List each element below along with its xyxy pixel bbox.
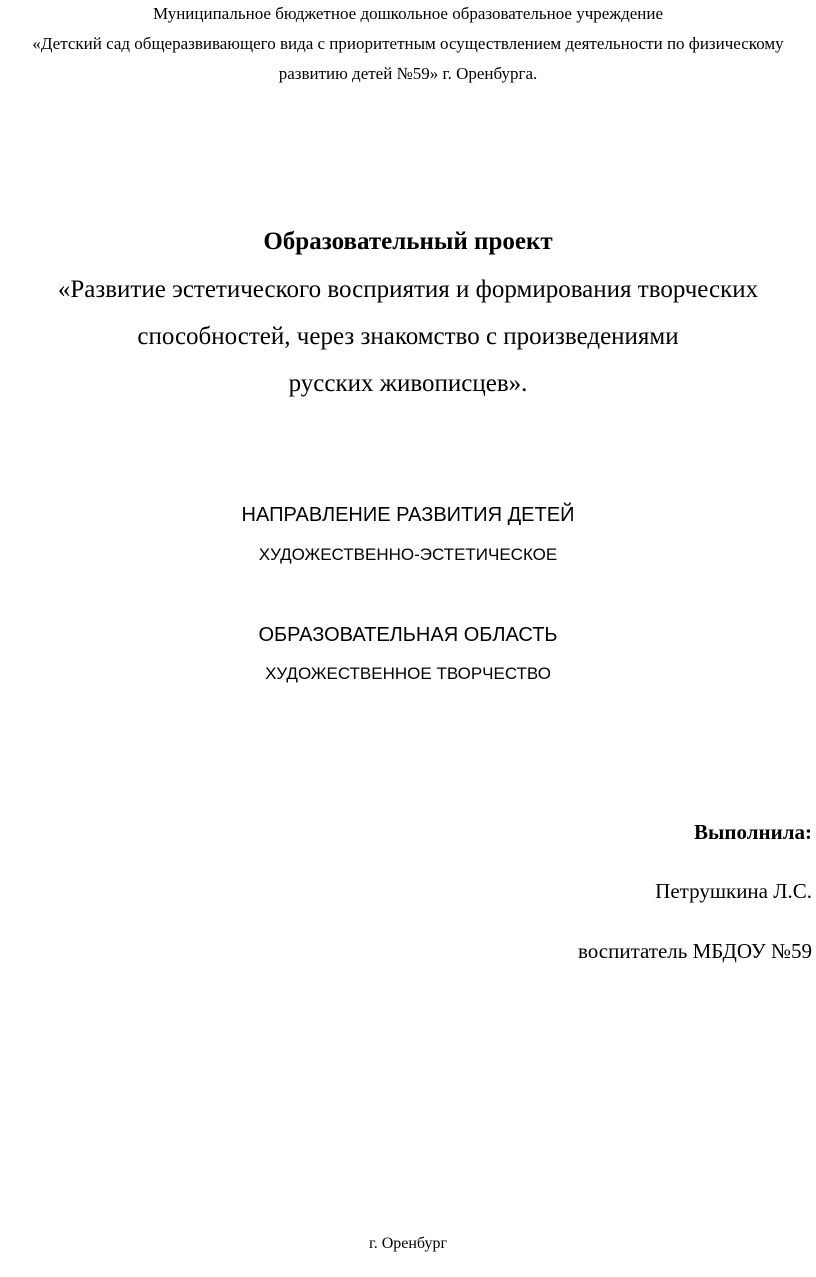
author-label: Выполнила: — [694, 820, 812, 844]
area-value: ХУДОЖЕСТВЕННОЕ ТВОРЧЕСТВО — [265, 664, 551, 683]
author-position: воспитатель МБДОУ №59 — [577, 939, 812, 963]
header-line-institution: Муниципальное бюджетное дошкольное образовательное учреждение — [153, 4, 663, 23]
header-line-city: развитию детей №59» г. Оренбурга. — [278, 64, 538, 83]
header-line-kindergarten: «Детский сад общеразвивающего вида с приоритетным осуществлением деятельности по физическому — [32, 34, 784, 53]
project-subtitle-line1: «Развитие эстетического восприятия и формирования творческих — [57, 276, 759, 303]
footer-city: г. Оренбург — [368, 1235, 448, 1252]
area-label: ОБРАЗОВАТЕЛЬНАЯ ОБЛАСТЬ — [258, 624, 558, 646]
direction-value: ХУДОЖЕСТВЕННО-ЭСТЕТИЧЕСКОЕ — [258, 545, 558, 564]
project-subtitle-line2: способностей, через знакомство с произведениями — [137, 323, 679, 350]
direction-label: НАПРАВЛЕНИЕ РАЗВИТИЯ ДЕТЕЙ — [241, 504, 575, 526]
author-name: Петрушкина Л.С. — [655, 879, 812, 903]
project-subtitle-line3: русских живописцев». — [288, 370, 528, 397]
project-title: Образовательный проект — [263, 228, 553, 255]
